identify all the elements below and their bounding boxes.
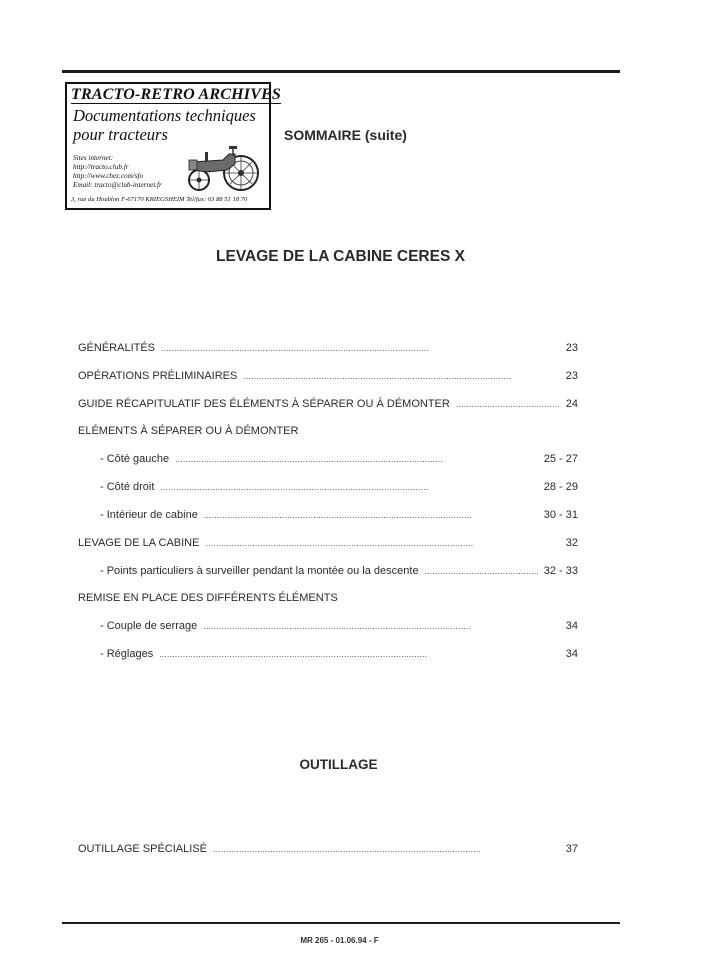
top-rule bbox=[62, 70, 620, 73]
stamp-contact-info bbox=[73, 154, 162, 190]
stamp-info-line: Sites internet: bbox=[73, 154, 114, 162]
bottom-rule bbox=[62, 922, 620, 924]
stamp-address: 3, rue du Houblon F-67170 KRIEGSHEIM Tel/fax: 03 88 51 18 70 bbox=[71, 196, 248, 203]
toc-entry-interieur: - Intérieur de cabine . . . 30 - 31 bbox=[100, 509, 578, 521]
stamp-subtitle-line1: Documentations techniques bbox=[73, 106, 256, 125]
stamp-title: TRACTO-RETRO ARCHIVES bbox=[71, 86, 282, 103]
summary-title: SOMMAIRE (suite) bbox=[284, 127, 407, 143]
toc-heading-remise: REMISE EN PLACE DES DIFFÉRENTS ÉLÉMENTS bbox=[78, 592, 338, 604]
toc-entry-couple: - Couple de serrage . . . 34 bbox=[100, 620, 578, 632]
toc-heading-elements: ELÉMENTS À SÉPARER OU À DÉMONTER bbox=[78, 425, 299, 437]
toc-entry-levage: LEVAGE DE LA CABINE . . . 32 bbox=[78, 537, 578, 549]
toc-entry-outillage: OUTILLAGE SPÉCIALISÉ . . . 37 bbox=[78, 843, 578, 855]
section-title-levage: LEVAGE DE LA CABINE CERES X bbox=[216, 248, 465, 265]
stamp-subtitle-line2: pour tracteurs bbox=[73, 125, 168, 144]
toc-entry-generalites: GÉNÉRALITÉS . . . 23 bbox=[78, 342, 578, 354]
stamp-info-line: http://tracto.club.fr bbox=[73, 163, 129, 171]
archive-stamp bbox=[65, 82, 282, 210]
toc-entry-guide: GUIDE RÉCAPITULATIF DES ÉLÉMENTS À SÉPARER OU À DÉMONTER . . . 24 bbox=[78, 398, 578, 410]
section-title-outillage: OUTILLAGE bbox=[299, 757, 378, 772]
stamp-info-line: http://www.chez.com/sfo bbox=[73, 172, 144, 180]
toc-entry-cote-droit: - Côté droit . . . 28 - 29 bbox=[100, 481, 578, 493]
tractor-icon bbox=[183, 140, 267, 192]
toc-entry-points: - Points particuliers à surveiller pendant la montée ou la descente . . . 32 - 33 bbox=[100, 565, 578, 577]
stamp-info-line: Email: tracto@club-internet.fr bbox=[73, 181, 162, 189]
footer-reference: MR 265 - 01.06.94 - F bbox=[300, 936, 379, 945]
toc-entry-cote-gauche: - Côté gauche . . . 25 - 27 bbox=[100, 453, 578, 465]
toc-entry-reglages: - Réglages . . . 34 bbox=[100, 648, 578, 660]
toc-entry-operations: OPÉRATIONS PRÉLIMINAIRES . . . 23 bbox=[78, 370, 578, 382]
